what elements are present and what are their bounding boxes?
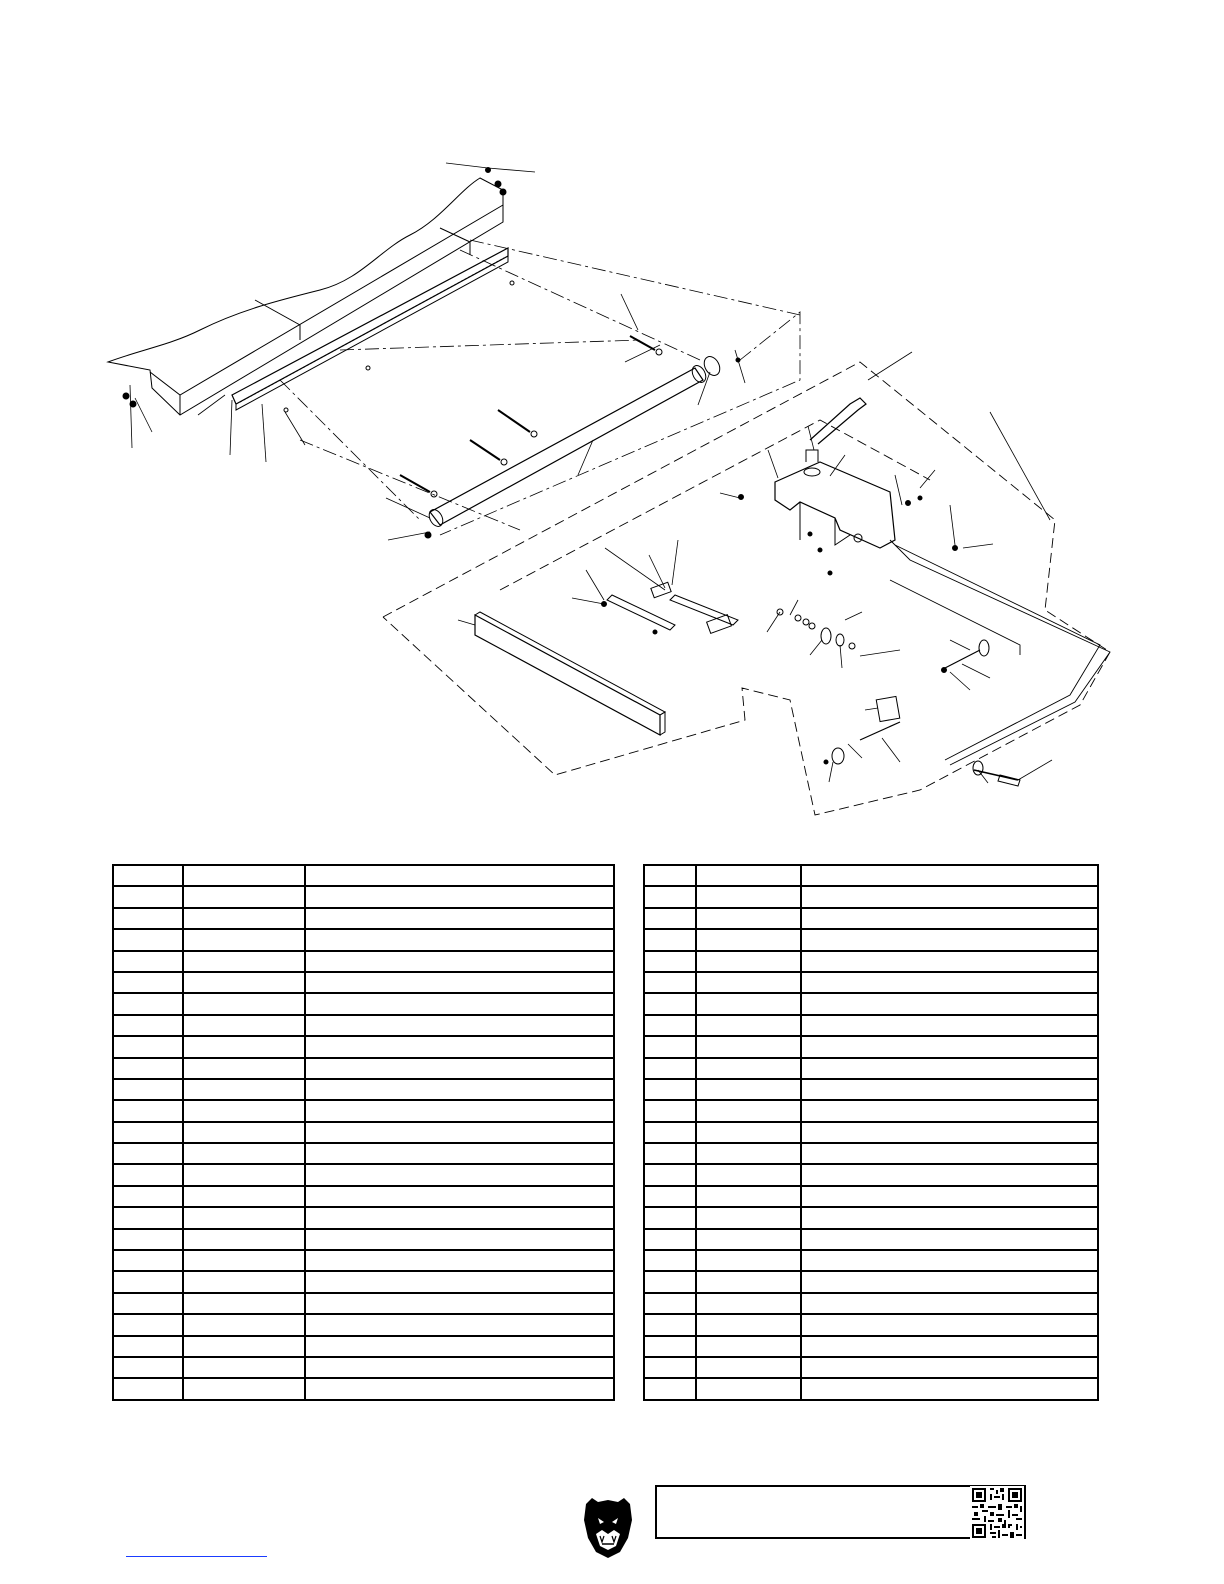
- table-row: [113, 1164, 614, 1185]
- ref-cell: [113, 1229, 183, 1250]
- ref-cell: [113, 1186, 183, 1207]
- description-cell: [801, 1336, 1098, 1357]
- table-row: [644, 1164, 1098, 1185]
- description-cell: [305, 1271, 614, 1292]
- description-cell: [305, 972, 614, 993]
- ref-cell: [644, 1079, 696, 1100]
- ref-cell: [113, 1314, 183, 1335]
- fence-head-body: [775, 398, 895, 548]
- ref-cell: [113, 1036, 183, 1057]
- ref-cell: [113, 951, 183, 972]
- table-row: [644, 1271, 1098, 1292]
- description-cell: [801, 908, 1098, 929]
- ref-cell: [644, 1229, 696, 1250]
- ref-cell: [113, 1164, 183, 1185]
- table-row: [644, 1058, 1098, 1079]
- ref-cell: [644, 1143, 696, 1164]
- ref-cell: [644, 1314, 696, 1335]
- description-cell: [305, 1207, 614, 1228]
- table-row: [644, 1079, 1098, 1100]
- part-number-cell: [696, 951, 801, 972]
- description-cell: [305, 886, 614, 907]
- ref-cell: [113, 1250, 183, 1271]
- part-number-cell: [696, 908, 801, 929]
- table-row: [113, 1079, 614, 1100]
- table-row: [644, 1336, 1098, 1357]
- ref-cell: [113, 1336, 183, 1357]
- ref-cell: [113, 972, 183, 993]
- ref-cell: [113, 886, 183, 907]
- part-number-cell: [696, 993, 801, 1014]
- ref-cell: [113, 865, 183, 886]
- table-row: [113, 1207, 614, 1228]
- table-row: [113, 1378, 614, 1399]
- ref-cell: [113, 1271, 183, 1292]
- table-row: [113, 1271, 614, 1292]
- ref-cell: [644, 1357, 696, 1378]
- table-row: [644, 1378, 1098, 1399]
- description-cell: [801, 1357, 1098, 1378]
- part-number-cell: [183, 1271, 305, 1292]
- table-header-row: [113, 865, 614, 886]
- description-cell: [801, 993, 1098, 1014]
- ref-cell: [113, 1378, 183, 1399]
- ref-cell: [113, 1143, 183, 1164]
- lock-washers: [777, 609, 855, 649]
- description-cell: [305, 1293, 614, 1314]
- part-number-cell: [183, 972, 305, 993]
- table-row: [644, 972, 1098, 993]
- table-row: [113, 1015, 614, 1036]
- table-row: [644, 951, 1098, 972]
- description-cell: [305, 1357, 614, 1378]
- lock-rod: [832, 640, 1020, 786]
- description-cell: [801, 929, 1098, 950]
- part-number-cell: [183, 929, 305, 950]
- qr-code-icon[interactable]: [970, 1486, 1024, 1540]
- description-cell: [801, 1207, 1098, 1228]
- description-cell: [305, 1336, 614, 1357]
- table-row: [644, 1207, 1098, 1228]
- table-row: [644, 1293, 1098, 1314]
- part-number-cell: [696, 1271, 801, 1292]
- part-number-cell: [696, 1378, 801, 1399]
- part-number-cell: [696, 1122, 801, 1143]
- part-number-cell: [183, 1378, 305, 1399]
- table-row: [113, 1314, 614, 1335]
- description-cell: [801, 1079, 1098, 1100]
- ref-cell: [113, 1357, 183, 1378]
- description-cell: [801, 1271, 1098, 1292]
- part-number-cell: [183, 1314, 305, 1335]
- table-row: [113, 1293, 614, 1314]
- description-cell: [305, 1164, 614, 1185]
- qr-code-box: [655, 1485, 1026, 1539]
- description-cell: [305, 1250, 614, 1271]
- parts-table-right: [643, 864, 1099, 1401]
- table-row: [113, 1250, 614, 1271]
- ref-cell: [113, 1100, 183, 1121]
- part-number-cell: [183, 1207, 305, 1228]
- part-number-cell: [696, 1293, 801, 1314]
- footer-link[interactable]: [126, 1555, 267, 1557]
- table-row: [644, 1186, 1098, 1207]
- hardware-dots: [123, 168, 958, 765]
- description-cell: [305, 1378, 614, 1399]
- description-cell: [305, 1058, 614, 1079]
- description-cell: [801, 1186, 1098, 1207]
- part-number-cell: [696, 972, 801, 993]
- part-number-cell: [183, 1357, 305, 1378]
- table-header-row: [644, 865, 1098, 886]
- description-cell: [305, 1229, 614, 1250]
- ref-cell: [644, 865, 696, 886]
- table-row: [644, 993, 1098, 1014]
- description-cell: [305, 1143, 614, 1164]
- table-row: [113, 972, 614, 993]
- part-number-cell: [696, 1100, 801, 1121]
- table-row: [113, 1100, 614, 1121]
- part-number-cell: [696, 1207, 801, 1228]
- ref-cell: [644, 886, 696, 907]
- table-row: [113, 1058, 614, 1079]
- fence-channel: [475, 612, 665, 735]
- ref-cell: [113, 1207, 183, 1228]
- part-number-cell: [183, 1058, 305, 1079]
- part-number-cell: [696, 1015, 801, 1036]
- description-cell: [305, 929, 614, 950]
- table-row: [644, 908, 1098, 929]
- part-number-cell: [696, 929, 801, 950]
- description-cell: [801, 1143, 1098, 1164]
- description-cell: [801, 1293, 1098, 1314]
- part-number-cell: [183, 1250, 305, 1271]
- ref-cell: [113, 1079, 183, 1100]
- description-cell: [801, 1378, 1098, 1399]
- part-number-cell: [696, 1058, 801, 1079]
- table-row: [113, 1186, 614, 1207]
- assembly-boundary: [383, 362, 1110, 815]
- description-cell: [801, 1250, 1098, 1271]
- ref-cell: [644, 1207, 696, 1228]
- rail-bolts: [284, 281, 662, 497]
- table-row: [113, 1143, 614, 1164]
- part-number-cell: [183, 1229, 305, 1250]
- part-number-cell: [183, 1164, 305, 1185]
- part-number-cell: [183, 1336, 305, 1357]
- description-cell: [801, 1015, 1098, 1036]
- part-number-cell: [183, 886, 305, 907]
- description-cell: [801, 1100, 1098, 1121]
- part-number-cell: [183, 1015, 305, 1036]
- ref-cell: [644, 1250, 696, 1271]
- description-cell: [305, 1314, 614, 1335]
- ref-cell: [644, 993, 696, 1014]
- part-number-cell: [696, 1229, 801, 1250]
- table-row: [113, 993, 614, 1014]
- table-row: [644, 1100, 1098, 1121]
- description-cell: [801, 972, 1098, 993]
- table-row: [113, 1229, 614, 1250]
- ref-cell: [644, 1336, 696, 1357]
- part-number-cell: [183, 1036, 305, 1057]
- part-number-cell: [183, 1100, 305, 1121]
- description-cell: [801, 1036, 1098, 1057]
- table-row: [644, 886, 1098, 907]
- ref-cell: [113, 908, 183, 929]
- ref-cell: [644, 1058, 696, 1079]
- table-row: [113, 1122, 614, 1143]
- handle-frame: [890, 540, 1110, 765]
- part-number-cell: [183, 1079, 305, 1100]
- ref-cell: [644, 1293, 696, 1314]
- description-cell: [305, 993, 614, 1014]
- table-row: [644, 1015, 1098, 1036]
- description-cell: [305, 1186, 614, 1207]
- bear-head-logo: [580, 1494, 636, 1560]
- center-lines: [280, 240, 800, 535]
- front-rail: [232, 248, 508, 410]
- ref-cell: [113, 1293, 183, 1314]
- ref-cell: [644, 1378, 696, 1399]
- description-cell: [801, 1058, 1098, 1079]
- table-row: [113, 886, 614, 907]
- description-cell: [305, 1015, 614, 1036]
- ref-cell: [113, 1058, 183, 1079]
- ref-cell: [113, 1015, 183, 1036]
- part-number-cell: [696, 1336, 801, 1357]
- table-row: [644, 929, 1098, 950]
- table-row: [113, 951, 614, 972]
- ref-cell: [644, 1036, 696, 1057]
- description-cell: [801, 1122, 1098, 1143]
- description-cell: [801, 886, 1098, 907]
- table-row: [644, 1250, 1098, 1271]
- ref-cell: [644, 1186, 696, 1207]
- description-cell: [801, 1164, 1098, 1185]
- part-number-cell: [696, 886, 801, 907]
- table-row: [113, 1357, 614, 1378]
- description-cell: [305, 865, 614, 886]
- description-cell: [305, 1122, 614, 1143]
- description-cell: [305, 1100, 614, 1121]
- part-number-cell: [183, 1143, 305, 1164]
- part-number-cell: [696, 1186, 801, 1207]
- table-row: [113, 1336, 614, 1357]
- table-row: [113, 908, 614, 929]
- description-cell: [305, 908, 614, 929]
- part-number-cell: [183, 865, 305, 886]
- part-number-cell: [183, 1293, 305, 1314]
- ref-cell: [644, 1271, 696, 1292]
- ref-cell: [113, 1122, 183, 1143]
- part-number-cell: [696, 1036, 801, 1057]
- callout-leaders: [130, 163, 1052, 783]
- ref-cell: [644, 972, 696, 993]
- ref-cell: [113, 993, 183, 1014]
- part-number-cell: [696, 1357, 801, 1378]
- table-row: [113, 1036, 614, 1057]
- ref-cell: [644, 908, 696, 929]
- description-cell: [801, 1314, 1098, 1335]
- description-cell: [801, 951, 1098, 972]
- description-cell: [801, 1229, 1098, 1250]
- ref-cell: [644, 1100, 696, 1121]
- ref-cell: [644, 1015, 696, 1036]
- part-number-cell: [696, 1079, 801, 1100]
- table-row: [644, 1036, 1098, 1057]
- table-row: [644, 1357, 1098, 1378]
- fence-brackets: [607, 582, 738, 633]
- ref-cell: [644, 1122, 696, 1143]
- part-number-cell: [696, 1250, 801, 1271]
- part-number-cell: [696, 1143, 801, 1164]
- description-cell: [801, 865, 1098, 886]
- part-number-cell: [183, 908, 305, 929]
- parts-table-left: [112, 864, 615, 1401]
- ref-cell: [113, 929, 183, 950]
- part-number-cell: [696, 1314, 801, 1335]
- description-cell: [305, 1036, 614, 1057]
- description-cell: [305, 1079, 614, 1100]
- part-number-cell: [183, 1186, 305, 1207]
- table-row: [644, 1143, 1098, 1164]
- ref-cell: [644, 1164, 696, 1185]
- part-number-cell: [183, 951, 305, 972]
- table-row: [644, 1314, 1098, 1335]
- table-row: [113, 929, 614, 950]
- part-number-cell: [183, 1122, 305, 1143]
- part-number-cell: [696, 1164, 801, 1185]
- part-number-cell: [696, 865, 801, 886]
- description-cell: [305, 951, 614, 972]
- table-row: [644, 1122, 1098, 1143]
- part-number-cell: [183, 993, 305, 1014]
- ref-cell: [644, 929, 696, 950]
- table-row: [644, 1229, 1098, 1250]
- ref-cell: [644, 951, 696, 972]
